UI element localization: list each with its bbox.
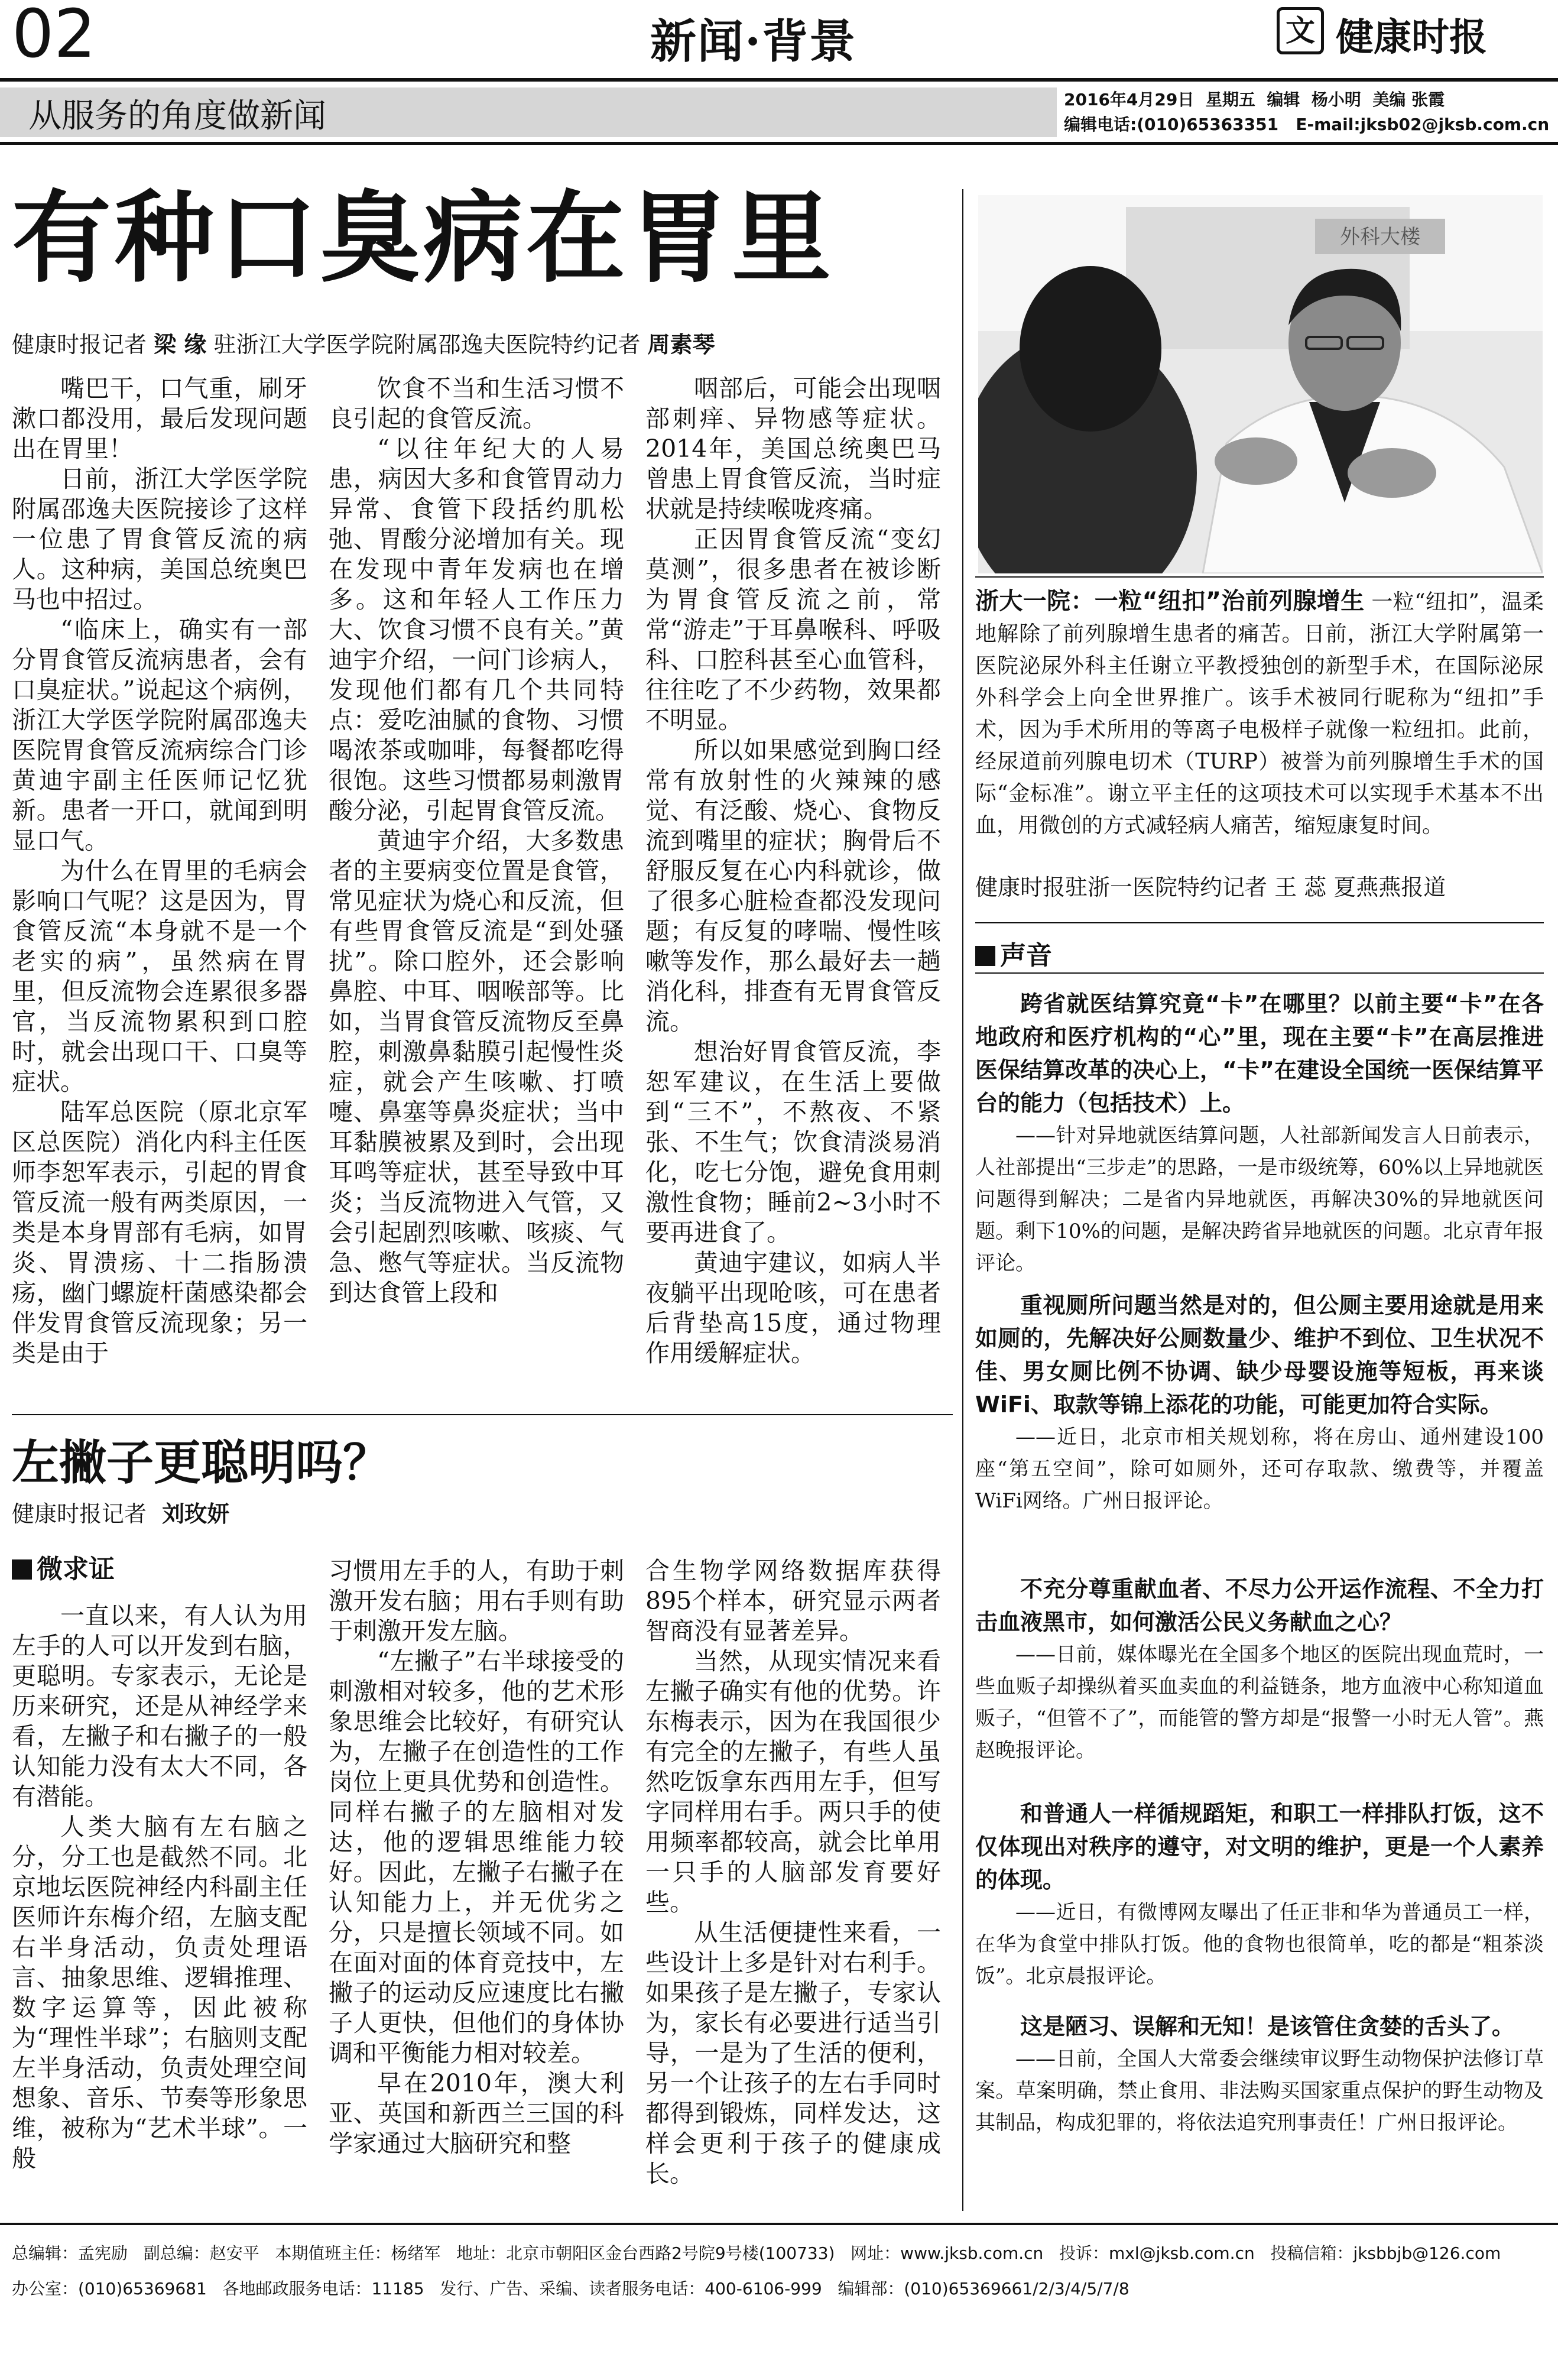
- paragraph: 黄迪宇介绍，大多数患者的主要病变位置是食管，常见症状为烧心和反流，但有些胃食管反流是“到处骚扰”。除口腔外，还会影响鼻腔、中耳、咽喉部等。比如，当胃食管反流物反至鼻腔，刺激鼻黏膜引起慢性炎症，就会产生咳嗽、打喷嚏、鼻塞等鼻炎症状；当中耳黏膜被累及到时，会出现耳鸣等症状，甚至导致中耳炎；当反流物进入气管，又会引起剧烈咳嗽、咳痰、气急、憋气等症状。当反流物到达食管上段和: [329, 826, 624, 1307]
- voice-source: ——针对异地就医结算问题，人社部新闻发言人日前表示，人社部提出“三步走”的思路，一是市级统筹，60%以上异地就医问题得到解决；二是省内异地就医，再解决30%的异地就医问题。剩下10%的问题，是解决跨省异地就医的问题。北京青年报评论。: [975, 1124, 1544, 1275]
- voice-quote: 跨省就医结算究竟“卡”在哪里？以前主要“卡”在各地政府和医疗机构的“心”里，现在主要“卡”在高层推进医保结算改革的决心上，“卡”在建设全国统一医保结算平台的能力（包括技术）上。: [975, 991, 1544, 1116]
- square-bullet-icon: [12, 1559, 32, 1580]
- voice-source: ——日前，全国人大常委会继续审议野生动物保护法修订草案。草案明确，禁止食用、非法购买国家重点保护的野生动物及其制品，构成犯罪的，将依法追究刑事责任！广州日报评论。: [975, 2047, 1544, 2135]
- voice-quote: 这是陋习、误解和无知！是该管住贪婪的舌头了。: [1020, 2013, 1515, 2039]
- main-story-column-1: [12, 374, 307, 1369]
- paragraph: 嘴巴干，口气重，刷牙漱口都没用，最后发现问题出在胃里！: [12, 374, 307, 463]
- byline-affiliation: 驻浙江大学医学院附属邵逸夫医院特约记者: [213, 332, 641, 358]
- voice-source: ——近日，北京市相关规划称，将在房山、通州建设100座“第五空间”，除可如厕外，还可存取款、缴费等，并覆盖WiFi网络。广州日报评论。: [975, 1425, 1544, 1513]
- paragraph: 为什么在胃里的毛病会影响口气呢？这是因为，胃食管反流“本身就不是一个老实的病”，虽然病在胃里，但反流物会连累很多器官，当反流物累积到口腔时，就会出现口干、口臭等症状。: [12, 857, 307, 1096]
- footer-staff-line: 总编辑：孟宪励 副总编：赵安平 本期值班主任：杨绪军 地址：北京市朝阳区金台西路2号院9号楼(100733) 网址：www.jksb.com.cn 投诉：mxl@jksb.com.cn 投稿信箱：jksbbjb@126.com: [12, 2243, 1501, 2263]
- footer-rule: [0, 2223, 1558, 2225]
- newspaper-name: 健康时报: [1336, 15, 1487, 60]
- page-number: 02: [12, 0, 96, 73]
- column-divider: [962, 189, 963, 2211]
- paragraph: 正因胃食管反流“变幻莫测”，很多患者在被诊断为胃食管反流之前，常常“游走”于耳鼻喉科、呼吸科、口腔科甚至心血管科，往往吃了不少药物，效果都不明显。: [645, 525, 941, 734]
- header-bottom-rule: [0, 142, 1558, 145]
- main-byline: [12, 326, 715, 359]
- section-label-text: 微求证: [37, 1554, 115, 1584]
- voice-source: ——日前，媒体曝光在全国多个地区的医院出现血荒时，一些血贩子却操纵着买血卖血的利益链条，地方血液中心称知道血贩子，“但管不了”，而能管的警方却是“报警一小时无人管”。燕赵晚报评论。: [975, 1643, 1544, 1762]
- voice-item: [975, 987, 1544, 1279]
- voices-label: [975, 934, 1052, 972]
- paragraph: 人类大脑有左右脑之分，分工也是截然不同。北京地坛医院神经内科副主任医师许东梅介绍，左脑支配右半身活动，负责处理语言、抽象思维、逻辑推理、数字运算等，因此被称为“理性半球”；右脑则支配左半身活动，负责处理空间想象、音乐、节奏等形象思维，被称为“艺术半球”。一般: [12, 1812, 307, 2173]
- pub-date-editor: 2016年4月29日 星期五 编辑 杨小明 美编 张霞: [1064, 90, 1445, 109]
- doctor-photo-illustration: [978, 195, 1543, 573]
- square-bullet-icon: [975, 946, 995, 966]
- caption-credit: 健康时报驻浙一医院特约记者 王 蕊 夏燕燕报道: [975, 874, 1446, 900]
- second-headline: 左撇子更聪明吗？: [12, 1435, 390, 1490]
- paragraph: 陆军总医院（原北京军区总医院）消化内科主任医师李恕军表示，引起的胃食管反流一般有两类原因，一类是本身胃部有毛病，如胃炎、胃溃疡、十二指肠溃疡，幽门螺旋杆菌感染都会伴发胃食管反流现象；另一类是由于: [12, 1098, 307, 1367]
- voice-item: [975, 1797, 1544, 1992]
- byline-prefix: 健康时报记者: [12, 332, 147, 358]
- byline-author: 刘玫妍: [162, 1501, 230, 1527]
- second-story-column-1: [12, 1601, 307, 2174]
- byline-prefix: 健康时报记者: [12, 1501, 147, 1527]
- paragraph: 咽部后，可能会出现咽部刺痒、异物感等症状。2014年，美国总统奥巴马曾患上胃食管反流，当时症状就是持续喉咙疼痛。: [645, 374, 941, 523]
- paragraph: 一直以来，有人认为用左手的人可以开发到右脑，更聪明。专家表示，无论是历来研究，还是从神经学来看，左撇子和右撇子的一般认知能力没有太大不同，各有潜能。: [12, 1601, 307, 1811]
- paragraph: “临床上，确实有一部分胃食管反流病患者，会有口臭症状。”说起这个病例，浙江大学医学院附属邵逸夫医院胃食管反流病综合门诊黄迪宇副主任医师记忆犹新。患者一开口，就闻到明显口气。: [12, 615, 307, 855]
- caption-title: 浙大一院：一粒“纽扣”治前列腺增生: [975, 588, 1365, 615]
- doctor-photo: [978, 195, 1543, 573]
- voice-source: ——近日，有微博网友曝出了任正非和华为普通员工一样，在华为食堂中排队打饭。他的食物也很简单，吃的都是“粗茶淡饭”。北京晨报评论。: [975, 1901, 1544, 1988]
- newspaper-logo-icon: 文: [1277, 7, 1324, 54]
- paragraph: 早在2010年，澳大利亚、英国和新西兰三国的科学家通过大脑研究和整: [329, 2069, 624, 2158]
- main-headline: 有种口臭病在胃里: [12, 179, 835, 296]
- photo-bottom-rule: [975, 576, 1544, 578]
- footer-contact-line: 办公室：(010)65369681 各地邮政服务电话：11185 发行、广告、采编、读者服务电话：400-6106-999 编辑部：(010)65369661/2/3/4/5/7/8: [12, 2279, 1129, 2298]
- byline-author: 周素琴: [647, 332, 715, 358]
- paragraph: “以往年纪大的人易患，病因大多和食管胃动力异常、食管下段括约肌松弛、胃酸分泌增加有关。现在发现中青年发病也在增多。这和年轻人工作压力大、饮食习惯不良有关。”黄迪宇介绍，一问门诊病人，发现他们都有几个共同特点：爱吃油腻的食物、习惯喝浓茶或咖啡，每餐都吃得很饱。这些习惯都易刺激胃酸分泌，引起胃食管反流。: [329, 435, 624, 825]
- paragraph: 黄迪宇建议，如病人半夜躺平出现呛咳，可在患者后背垫高15度，通过物理作用缓解症状。: [645, 1249, 941, 1367]
- paragraph: 习惯用左手的人，有助于刺激开发右脑；用右手则有助于刺激开发左脑。: [329, 1557, 624, 1645]
- voice-item: [975, 2010, 1544, 2139]
- voice-quote: 不充分尊重献血者、不尽力公开运作流程、不全力打击血液黑市，如何激活公民义务献血之心？: [975, 1576, 1544, 1635]
- rail-divider: [975, 922, 1544, 923]
- paragraph: “左撇子”右半球接受的刺激相对较多，他的艺术形象思维会比较好，有研究认为，左撇子在创造性的工作岗位上更具优势和创造性。同样右撇子的左脑相对发达，他的逻辑思维能力较好。因此，左撇子右撇子在认知能力上，并无优劣之分，只是擅长领域不同。如在面对面的体育竞技中，左撇子的运动反应速度比右撇子人更快，但他们的身体协调和平衡能力相对较差。: [329, 1647, 624, 2067]
- paragraph: 当然，从现实情况来看左撇子确实有他的优势。许东梅表示，因为在我国很少有完全的左撇子，有些人虽然吃饭拿东西用左手，但写字同样用右手。两只手的使用频率都较高，就会比单用一只手的人脑部发育要好些。: [645, 1647, 941, 1917]
- door-sign-text: 外科大楼: [1340, 225, 1420, 249]
- pub-contact: 编辑电话:(010)65363351 E-mail:jksb02@jksb.com.cn: [1064, 115, 1550, 134]
- paragraph: 想治好胃食管反流，李恕军建议，在生活上要做到“三不”，不熬夜、不紧张、不生气；饮食清淡易消化，吃七分饱，避免食用刺激性食物；睡前2~3小时不要再进食了。: [645, 1037, 941, 1247]
- voice-item: [975, 1289, 1544, 1517]
- masthead-rule: [0, 78, 1558, 82]
- publication-info: [1064, 87, 1549, 137]
- slogan: 从服务的角度做新闻: [28, 97, 326, 135]
- paragraph: 所以如果感觉到胸口经常有放射性的火辣辣的感觉、有泛酸、烧心、食物反流到嘴里的症状；胸骨后不舒服反复在心内科就诊，做了很多心脏检查都没发现问题；有反复的哮喘、慢性咳嗽等发作，那么最好去一趟消化科，排查有无胃食管反流。: [645, 736, 941, 1036]
- second-byline: [12, 1496, 229, 1528]
- photo-caption: [975, 585, 1544, 842]
- caption-body: 一粒“纽扣”，温柔地解除了前列腺增生患者的痛苦。日前，浙江大学附属第一医院泌尿外科主任谢立平教授独创的新型手术，在国际泌尿外科学会上向全世界推广。该手术被同行昵称为“纽扣”手术，因为手术所用的等离子电极样子就像一粒纽扣。此前，经尿道前列腺电切术（TURP）被誉为前列腺增生手术的国际“金标准”。谢立平主任的这项技术可以实现手术基本不出血，用微创的方式减轻病人痛苦，缩短康复时间。: [975, 590, 1544, 838]
- voice-quote: 重视厕所问题当然是对的，但公厕主要用途就是用来如厕的，先解决好公厕数量少、维护不到位、卫生状况不佳、男女厕比例不协调、缺少母婴设施等短板，再来谈WiFi、取款等锦上添花的功能，可能更加符合实际。: [975, 1292, 1544, 1418]
- voice-item: [975, 1572, 1544, 1766]
- section-title: 新闻·背景: [650, 15, 857, 69]
- section-label: [12, 1548, 115, 1585]
- story-divider: [12, 1414, 953, 1415]
- paragraph: 日前，浙江大学医学院附属邵逸夫医院接诊了这样一位患了胃食管反流的病人。这种病，美国总统奥巴马也中招过。: [12, 465, 307, 614]
- byline-author: 梁 缘: [154, 332, 207, 358]
- main-story-column-2: [329, 374, 624, 1308]
- voice-quote: 和普通人一样循规蹈矩，和职工一样排队打饭，这不仅体现出对秩序的遵守，对文明的维护，更是一个人素养的体现。: [975, 1801, 1544, 1893]
- voices-rule: [975, 972, 1544, 974]
- second-story-column-3: [645, 1556, 941, 2189]
- voices-label-text: 声音: [1000, 941, 1052, 971]
- paragraph: 合生物学网络数据库获得895个样本，研究显示两者智商没有显著差异。: [645, 1557, 941, 1645]
- paragraph: 饮食不当和生活习惯不良引起的食管反流。: [329, 374, 624, 433]
- paragraph: 从生活便捷性来看，一些设计上多是针对右利手。如果孩子是左撇子，专家认为，家长有必要进行适当引导，一是为了生活的便利，另一个让孩子的左右手同时都得到锻炼，同样发达，这样会更利于孩子的健康成长。: [645, 1918, 941, 2188]
- second-story-column-2: [329, 1556, 624, 2159]
- main-story-column-3: [645, 374, 941, 1369]
